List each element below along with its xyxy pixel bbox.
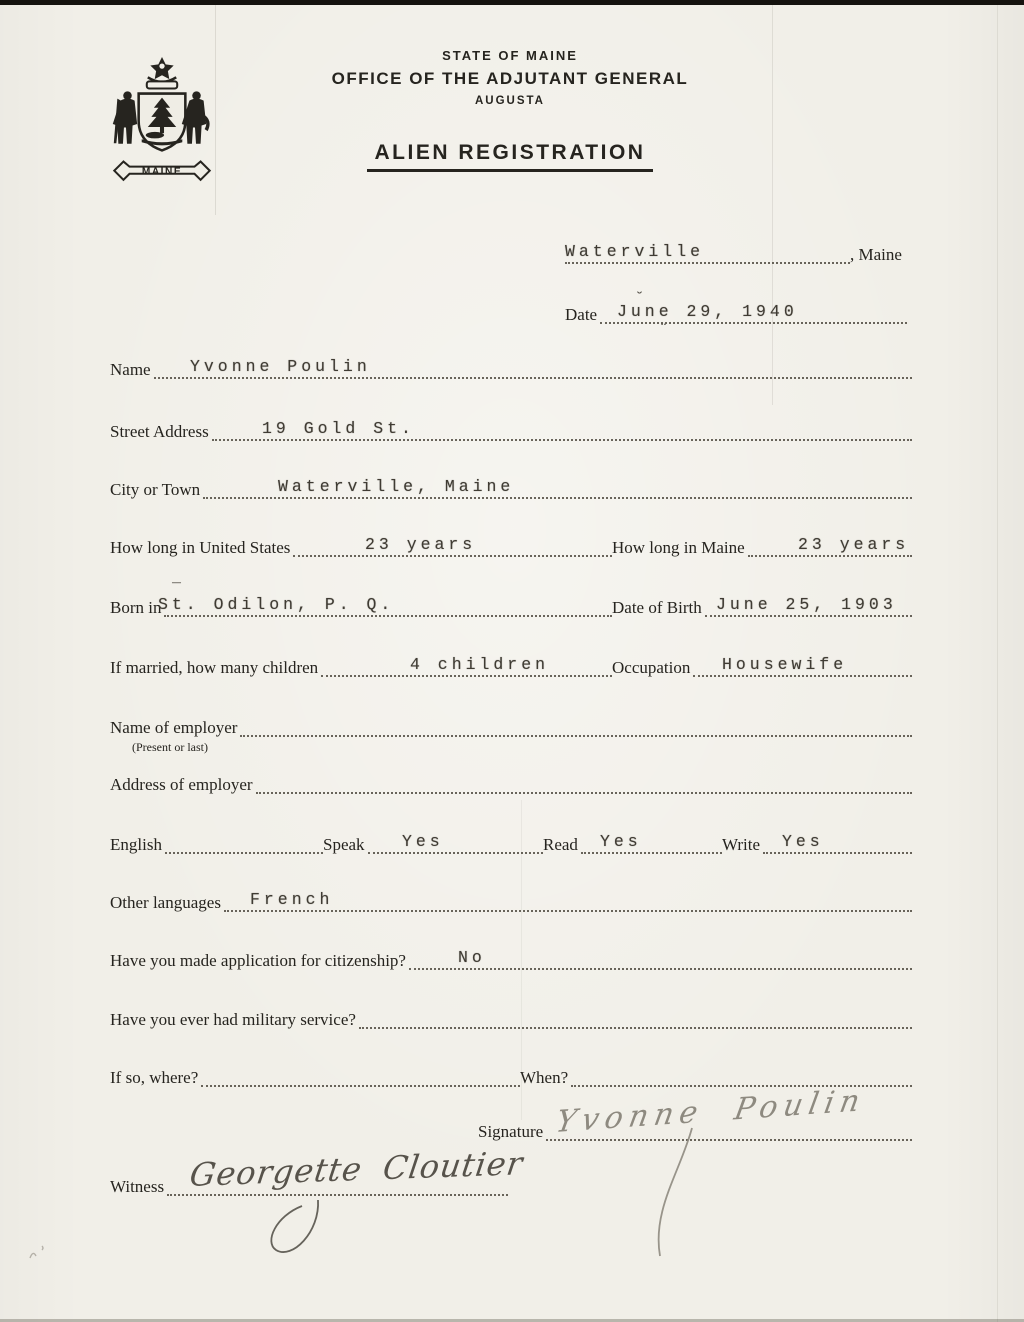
typed-value: 23 years (798, 535, 910, 554)
field-label: Signature (478, 1122, 544, 1142)
field-label: If so, where? (110, 1068, 199, 1088)
signature-pencil-stroke (630, 1122, 720, 1262)
field-cell (110, 836, 323, 854)
field-row-street-address (110, 417, 912, 441)
date-typed-value: June 29, 1940 (617, 302, 798, 321)
field-cell (110, 1069, 520, 1087)
date-row (565, 290, 907, 339)
field-label: Other languages (110, 893, 221, 913)
typed-value: French (250, 890, 334, 909)
pencil-smudge (26, 1242, 52, 1264)
form-title: ALIEN REGISTRATION (367, 141, 654, 172)
field-label: Write (722, 835, 761, 855)
field-row-city-or-town (110, 475, 912, 499)
field-label: City or Town (110, 480, 201, 500)
typed-value: Housewife (722, 655, 848, 674)
dotted-leader (240, 731, 912, 737)
scan-artifact-top-edge (0, 0, 1024, 5)
field-row-how-long (110, 533, 912, 557)
typewriter-artifact: ¯ (172, 582, 182, 599)
field-label: Address of employer (110, 775, 253, 795)
field-label: How long in Maine (612, 538, 745, 558)
form-title-wrap (230, 141, 790, 172)
field-cell (110, 539, 612, 557)
form-header (230, 48, 790, 172)
seal-banner-text: MAINE (141, 166, 183, 178)
typed-value: St. Odilon, P. Q. (158, 595, 395, 614)
field-row-name (110, 355, 912, 379)
witness-pencil-loop (258, 1198, 348, 1268)
field-label: Date of Birth (612, 598, 702, 618)
typewriter-artifact: ¨ (659, 322, 669, 339)
field-label: Have you ever had military service? (110, 1010, 356, 1030)
field-label: Witness (110, 1177, 165, 1197)
typed-value: 23 years (365, 535, 477, 554)
field-label: Occupation (612, 658, 691, 678)
typed-value: 19 Gold St. (262, 419, 415, 438)
witness-handwriting: Georgette Cloutier (187, 1144, 526, 1194)
field-label: Have you made application for citizenship? (110, 951, 406, 971)
field-row-employer-address (110, 770, 912, 794)
augusta-line: AUGUSTA (474, 95, 545, 107)
typewriter-artifact: ˘ (635, 290, 645, 307)
date-label: Date (565, 305, 598, 325)
field-label: Speak (323, 835, 365, 855)
place-suffix-label: , Maine (850, 245, 902, 265)
typed-value: Yvonne Poulin (190, 357, 371, 376)
dotted-leader (201, 1081, 520, 1087)
field-label: Name of employer (110, 718, 238, 738)
field-row-military-service (110, 1005, 912, 1029)
typed-value: No (458, 948, 486, 967)
dotted-leader (359, 1023, 912, 1029)
typed-value: Yes (402, 832, 444, 851)
field-label: Street Address (110, 422, 209, 442)
place-typed-value: Waterville (565, 242, 705, 261)
field-label: English (110, 835, 162, 855)
field-row-born (110, 582, 912, 618)
field-label: Born in (110, 598, 162, 618)
dotted-leader (368, 848, 543, 854)
typed-value: Yes (600, 832, 642, 851)
maine-state-seal-icon (106, 56, 218, 192)
state-line: STATE OF MAINE (442, 48, 578, 63)
typed-value: 4 children (410, 655, 550, 674)
employer-sublabel: (Present or last) (132, 740, 208, 754)
field-row-english (110, 830, 912, 854)
office-line: OFFICE OF THE ADJUTANT GENERAL (331, 69, 689, 88)
field-row-other-languages (110, 888, 912, 912)
place-row (565, 240, 930, 264)
field-row-where-when (110, 1063, 912, 1087)
field-row-citizenship (110, 946, 912, 970)
signature-handwriting: Yvonne Poulin (553, 1082, 869, 1141)
typed-value: Yes (782, 832, 824, 851)
field-row-employer (110, 713, 912, 737)
field-label: Read (543, 835, 578, 855)
field-label: How long in United States (110, 538, 291, 558)
dotted-leader (256, 788, 912, 794)
scan-fold-line (997, 5, 998, 1322)
dotted-leader (165, 848, 323, 854)
typed-value: Waterville, Maine (278, 477, 515, 496)
field-label: Name (110, 360, 151, 380)
field-label: If married, how many children (110, 658, 319, 678)
typed-value: June 25, 1903 (716, 595, 897, 614)
field-label: When? (520, 1068, 569, 1088)
field-row-children (110, 653, 912, 677)
